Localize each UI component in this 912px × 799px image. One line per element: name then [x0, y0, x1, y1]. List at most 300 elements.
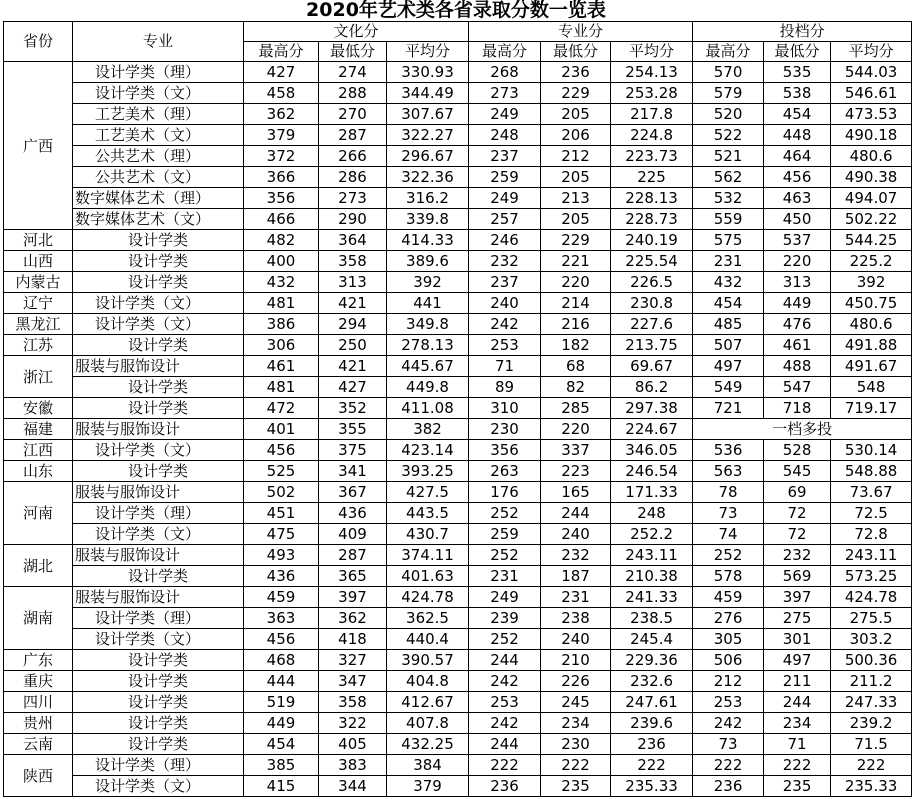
score-cell: 537: [764, 230, 831, 251]
score-cell: 229: [541, 83, 611, 104]
major-cell: 数字媒体艺术（文）: [73, 209, 244, 230]
table-row: [4, 671, 912, 692]
score-cell: 270: [319, 104, 387, 125]
score-cell: 400: [244, 251, 319, 272]
score-cell: 278.13: [387, 335, 469, 356]
score-cell: 222: [541, 755, 611, 776]
score-cell: 374.11: [387, 545, 469, 566]
score-cell: 259: [469, 167, 541, 188]
header-group-filing: 投档分: [693, 22, 912, 42]
score-cell: 349.8: [387, 314, 469, 335]
score-cell: 276: [693, 608, 764, 629]
score-cell: 210: [541, 650, 611, 671]
score-cell: 213.75: [611, 335, 693, 356]
score-cell: 352: [319, 398, 387, 419]
score-cell: 450: [764, 209, 831, 230]
score-cell: 303.2: [831, 629, 912, 650]
score-cell: 459: [244, 587, 319, 608]
score-cell: 243.11: [831, 545, 912, 566]
table-row: [4, 587, 912, 608]
province-cell: 贵州: [4, 713, 73, 734]
table-row: [4, 692, 912, 713]
score-cell: 506: [693, 650, 764, 671]
score-cell: 211.2: [831, 671, 912, 692]
score-cell: 223: [541, 461, 611, 482]
score-cell: 230: [541, 734, 611, 755]
province-cell: 河南: [4, 482, 73, 545]
score-cell: 427: [319, 377, 387, 398]
score-cell: 287: [319, 125, 387, 146]
score-cell: 224.67: [611, 419, 693, 440]
major-cell: 工艺美术（文）: [73, 125, 244, 146]
score-cell: 249: [469, 188, 541, 209]
province-cell: 山东: [4, 461, 73, 482]
score-cell: 240: [541, 524, 611, 545]
score-cell: 229.36: [611, 650, 693, 671]
score-cell: 358: [319, 692, 387, 713]
major-cell: 设计学类: [73, 272, 244, 293]
score-cell: 73: [693, 734, 764, 755]
header-avg: 平均分: [831, 42, 912, 62]
table-row: [4, 314, 912, 335]
province-cell: 陕西: [4, 755, 73, 797]
score-cell: 493: [244, 545, 319, 566]
score-cell: 254.13: [611, 62, 693, 83]
score-cell: 454: [764, 104, 831, 125]
score-cell: 449.8: [387, 377, 469, 398]
table-row: [4, 146, 912, 167]
table-row: [4, 524, 912, 545]
score-cell: 252: [693, 545, 764, 566]
header-row-groups: [4, 22, 912, 42]
score-cell: 305: [693, 629, 764, 650]
table-row: [4, 734, 912, 755]
score-cell: 719.17: [831, 398, 912, 419]
admission-score-table: [3, 21, 912, 797]
score-cell: 383: [319, 755, 387, 776]
major-cell: 服装与服饰设计: [73, 356, 244, 377]
score-cell: 490.18: [831, 125, 912, 146]
major-cell: 设计学类（理）: [73, 608, 244, 629]
score-cell: 246.54: [611, 461, 693, 482]
score-cell: 72.8: [831, 524, 912, 545]
score-cell: 232: [541, 545, 611, 566]
score-cell: 392: [387, 272, 469, 293]
score-cell: 213: [541, 188, 611, 209]
major-cell: 设计学类: [73, 692, 244, 713]
score-cell: 248: [611, 503, 693, 524]
score-cell: 579: [693, 83, 764, 104]
score-cell: 259: [469, 524, 541, 545]
score-cell: 461: [764, 335, 831, 356]
score-cell: 389.6: [387, 251, 469, 272]
score-cell: 449: [244, 713, 319, 734]
score-cell: 273: [469, 83, 541, 104]
score-cell: 382: [387, 419, 469, 440]
score-cell: 71.5: [831, 734, 912, 755]
score-cell: 274: [319, 62, 387, 83]
province-cell: 内蒙古: [4, 272, 73, 293]
score-cell: 570: [693, 62, 764, 83]
score-cell: 210.38: [611, 566, 693, 587]
score-cell: 245: [541, 692, 611, 713]
table-row: [4, 419, 912, 440]
major-cell: 设计学类: [73, 650, 244, 671]
score-cell: 71: [469, 356, 541, 377]
score-cell: 290: [319, 209, 387, 230]
score-cell: 409: [319, 524, 387, 545]
table-row: [4, 503, 912, 524]
score-cell: 411.08: [387, 398, 469, 419]
score-cell: 236: [469, 776, 541, 797]
score-cell: 375: [319, 440, 387, 461]
province-cell: 重庆: [4, 671, 73, 692]
score-cell: 240.19: [611, 230, 693, 251]
score-cell: 346.05: [611, 440, 693, 461]
score-cell: 480.6: [831, 314, 912, 335]
score-cell: 562: [693, 167, 764, 188]
score-cell: 253: [469, 692, 541, 713]
score-cell: 449: [764, 293, 831, 314]
score-cell: 337: [541, 440, 611, 461]
score-cell: 327: [319, 650, 387, 671]
province-cell: 广西: [4, 62, 73, 230]
score-cell: 263: [469, 461, 541, 482]
table-row: [4, 293, 912, 314]
score-cell: 237: [469, 146, 541, 167]
province-cell: 云南: [4, 734, 73, 755]
score-cell: 415: [244, 776, 319, 797]
score-cell: 362: [319, 608, 387, 629]
score-cell: 206: [541, 125, 611, 146]
score-cell: 538: [764, 83, 831, 104]
score-cell: 430.7: [387, 524, 469, 545]
score-cell: 73: [693, 503, 764, 524]
score-cell: 341: [319, 461, 387, 482]
score-cell: 546.61: [831, 83, 912, 104]
major-cell: 服装与服饰设计: [73, 419, 244, 440]
table-title: 2020年艺术类各省录取分数一览表: [306, 0, 606, 21]
score-cell: 379: [387, 776, 469, 797]
score-cell: 225.54: [611, 251, 693, 272]
score-cell: 239.2: [831, 713, 912, 734]
score-cell: 234: [541, 713, 611, 734]
major-cell: 设计学类: [73, 671, 244, 692]
score-cell: 244: [469, 650, 541, 671]
score-cell: 71: [764, 734, 831, 755]
score-cell: 548.88: [831, 461, 912, 482]
score-cell: 461: [244, 356, 319, 377]
score-cell: 316.2: [387, 188, 469, 209]
score-cell: 286: [319, 167, 387, 188]
score-cell: 491.67: [831, 356, 912, 377]
score-cell: 463: [764, 188, 831, 209]
score-cell: 519: [244, 692, 319, 713]
score-cell: 482: [244, 230, 319, 251]
major-cell: 设计学类: [73, 734, 244, 755]
score-cell: 563: [693, 461, 764, 482]
major-cell: 设计学类（文）: [73, 83, 244, 104]
province-cell: 江西: [4, 440, 73, 461]
score-cell: 521: [693, 146, 764, 167]
score-cell: 72: [764, 524, 831, 545]
score-cell: 559: [693, 209, 764, 230]
major-cell: 公共艺术（理）: [73, 146, 244, 167]
score-cell: 432: [244, 272, 319, 293]
score-cell: 401: [244, 419, 319, 440]
score-cell: 358: [319, 251, 387, 272]
score-cell: 466: [244, 209, 319, 230]
header-province: 省份: [4, 22, 73, 62]
score-cell: 322.27: [387, 125, 469, 146]
score-cell: 441: [387, 293, 469, 314]
score-cell: 242: [469, 671, 541, 692]
score-cell: 390.57: [387, 650, 469, 671]
score-cell: 488: [764, 356, 831, 377]
score-cell: 74: [693, 524, 764, 545]
score-cell: 454: [244, 734, 319, 755]
score-cell: 491.88: [831, 335, 912, 356]
score-cell: 214: [541, 293, 611, 314]
score-cell: 249: [469, 587, 541, 608]
province-cell: 辽宁: [4, 293, 73, 314]
score-cell: 252.2: [611, 524, 693, 545]
major-cell: 设计学类（文）: [73, 440, 244, 461]
score-cell: 547: [764, 377, 831, 398]
score-cell: 232: [764, 545, 831, 566]
score-cell: 459: [693, 587, 764, 608]
header-max: 最高分: [244, 42, 319, 62]
score-cell: 347: [319, 671, 387, 692]
table-row: [4, 440, 912, 461]
score-cell: 222: [764, 755, 831, 776]
score-cell: 236: [611, 734, 693, 755]
score-cell: 72: [764, 503, 831, 524]
score-cell: 187: [541, 566, 611, 587]
score-cell: 245.4: [611, 629, 693, 650]
score-cell: 253: [469, 335, 541, 356]
score-cell: 344.49: [387, 83, 469, 104]
score-cell: 448: [764, 125, 831, 146]
score-cell: 468: [244, 650, 319, 671]
score-cell: 239: [469, 608, 541, 629]
table-row: [4, 272, 912, 293]
score-cell: 246: [469, 230, 541, 251]
major-cell: 设计学类: [73, 461, 244, 482]
score-cell: 456: [244, 629, 319, 650]
score-cell: 205: [541, 104, 611, 125]
score-cell: 530.14: [831, 440, 912, 461]
score-cell: 454: [693, 293, 764, 314]
major-cell: 服装与服饰设计: [73, 587, 244, 608]
header-major: 专业: [73, 22, 244, 62]
score-cell: 525: [244, 461, 319, 482]
score-cell: 436: [319, 503, 387, 524]
score-cell: 393.25: [387, 461, 469, 482]
score-cell: 238.5: [611, 608, 693, 629]
score-cell: 450.75: [831, 293, 912, 314]
score-cell: 275: [764, 608, 831, 629]
major-cell: 设计学类（文）: [73, 629, 244, 650]
score-cell: 237: [469, 272, 541, 293]
header-avg: 平均分: [387, 42, 469, 62]
score-cell: 225.2: [831, 251, 912, 272]
table-row: [4, 545, 912, 566]
score-cell: 544.03: [831, 62, 912, 83]
score-cell: 82: [541, 377, 611, 398]
score-cell: 241.33: [611, 587, 693, 608]
score-cell: 235.33: [611, 776, 693, 797]
score-cell: 236: [693, 776, 764, 797]
major-cell: 设计学类: [73, 377, 244, 398]
score-cell: 458: [244, 83, 319, 104]
score-cell: 212: [693, 671, 764, 692]
score-cell: 322: [319, 713, 387, 734]
score-cell: 502.22: [831, 209, 912, 230]
score-cell: 548: [831, 377, 912, 398]
score-cell: 225: [611, 167, 693, 188]
score-cell: 252: [469, 545, 541, 566]
major-cell: 工艺美术（理）: [73, 104, 244, 125]
score-cell: 227.6: [611, 314, 693, 335]
score-cell: 217.8: [611, 104, 693, 125]
table-row: [4, 356, 912, 377]
score-cell: 397: [319, 587, 387, 608]
score-cell: 220: [541, 272, 611, 293]
score-cell: 575: [693, 230, 764, 251]
score-cell: 235: [764, 776, 831, 797]
score-cell: 230: [469, 419, 541, 440]
table-row: [4, 335, 912, 356]
major-cell: 设计学类（文）: [73, 524, 244, 545]
score-cell: 528: [764, 440, 831, 461]
score-cell: 228.13: [611, 188, 693, 209]
score-cell: 216: [541, 314, 611, 335]
score-cell: 490.38: [831, 167, 912, 188]
score-cell: 247.61: [611, 692, 693, 713]
province-cell: 安徽: [4, 398, 73, 419]
score-cell: 569: [764, 566, 831, 587]
score-cell: 248: [469, 125, 541, 146]
score-cell: 444: [244, 671, 319, 692]
score-cell: 427.5: [387, 482, 469, 503]
score-cell: 507: [693, 335, 764, 356]
score-cell: 364: [319, 230, 387, 251]
header-max: 最高分: [469, 42, 541, 62]
score-cell: 306: [244, 335, 319, 356]
score-cell: 238: [541, 608, 611, 629]
province-cell: 福建: [4, 419, 73, 440]
score-cell: 362: [244, 104, 319, 125]
score-cell: 502: [244, 482, 319, 503]
score-cell: 344: [319, 776, 387, 797]
score-cell: 322.36: [387, 167, 469, 188]
score-cell: 301: [764, 629, 831, 650]
score-cell: 242: [469, 713, 541, 734]
score-cell: 72.5: [831, 503, 912, 524]
score-cell: 228.73: [611, 209, 693, 230]
major-cell: 设计学类: [73, 398, 244, 419]
table-row: [4, 608, 912, 629]
score-cell: 69: [764, 482, 831, 503]
table-row: [4, 629, 912, 650]
score-cell: 363: [244, 608, 319, 629]
score-cell: 480.6: [831, 146, 912, 167]
score-cell: 250: [319, 335, 387, 356]
header-min: 最低分: [541, 42, 611, 62]
score-cell: 500.36: [831, 650, 912, 671]
major-cell: 服装与服饰设计: [73, 545, 244, 566]
major-cell: 设计学类（理）: [73, 755, 244, 776]
score-cell: 222: [693, 755, 764, 776]
score-cell: 432.25: [387, 734, 469, 755]
province-cell: 山西: [4, 251, 73, 272]
score-cell: 522: [693, 125, 764, 146]
score-cell: 236: [541, 62, 611, 83]
score-cell: 240: [541, 629, 611, 650]
score-cell: 252: [469, 503, 541, 524]
score-cell: 451: [244, 503, 319, 524]
score-cell: 718: [764, 398, 831, 419]
table-row: [4, 209, 912, 230]
score-cell: 330.93: [387, 62, 469, 83]
score-cell: 231: [693, 251, 764, 272]
score-cell: 421: [319, 356, 387, 377]
score-cell: 313: [319, 272, 387, 293]
table-row: [4, 566, 912, 587]
score-cell: 226: [541, 671, 611, 692]
score-cell: 356: [244, 188, 319, 209]
score-cell: 296.67: [387, 146, 469, 167]
score-cell: 226.5: [611, 272, 693, 293]
score-cell: 205: [541, 209, 611, 230]
score-cell: 294: [319, 314, 387, 335]
table-row: [4, 755, 912, 776]
score-cell: 362.5: [387, 608, 469, 629]
score-cell: 407.8: [387, 713, 469, 734]
score-cell: 424.78: [387, 587, 469, 608]
table-row: [4, 62, 912, 83]
score-cell: 275.5: [831, 608, 912, 629]
score-cell: 365: [319, 566, 387, 587]
province-cell: 江苏: [4, 335, 73, 356]
header-max: 最高分: [693, 42, 764, 62]
score-cell: 165: [541, 482, 611, 503]
header-min: 最低分: [319, 42, 387, 62]
score-cell: 68: [541, 356, 611, 377]
score-cell: 220: [764, 251, 831, 272]
score-cell: 244: [541, 503, 611, 524]
header-group-professional: 专业分: [469, 22, 693, 42]
score-cell: 464: [764, 146, 831, 167]
score-cell: 297.38: [611, 398, 693, 419]
score-cell: 229: [541, 230, 611, 251]
major-cell: 设计学类: [73, 566, 244, 587]
score-cell: 485: [693, 314, 764, 335]
score-cell: 481: [244, 293, 319, 314]
table-row: [4, 776, 912, 797]
score-cell: 222: [469, 755, 541, 776]
score-cell: 232.6: [611, 671, 693, 692]
major-cell: 设计学类: [73, 230, 244, 251]
score-cell: 475: [244, 524, 319, 545]
score-cell: 253.28: [611, 83, 693, 104]
score-cell: 384: [387, 755, 469, 776]
major-cell: 设计学类: [73, 335, 244, 356]
score-cell: 86.2: [611, 377, 693, 398]
score-cell: 385: [244, 755, 319, 776]
score-cell: 427: [244, 62, 319, 83]
